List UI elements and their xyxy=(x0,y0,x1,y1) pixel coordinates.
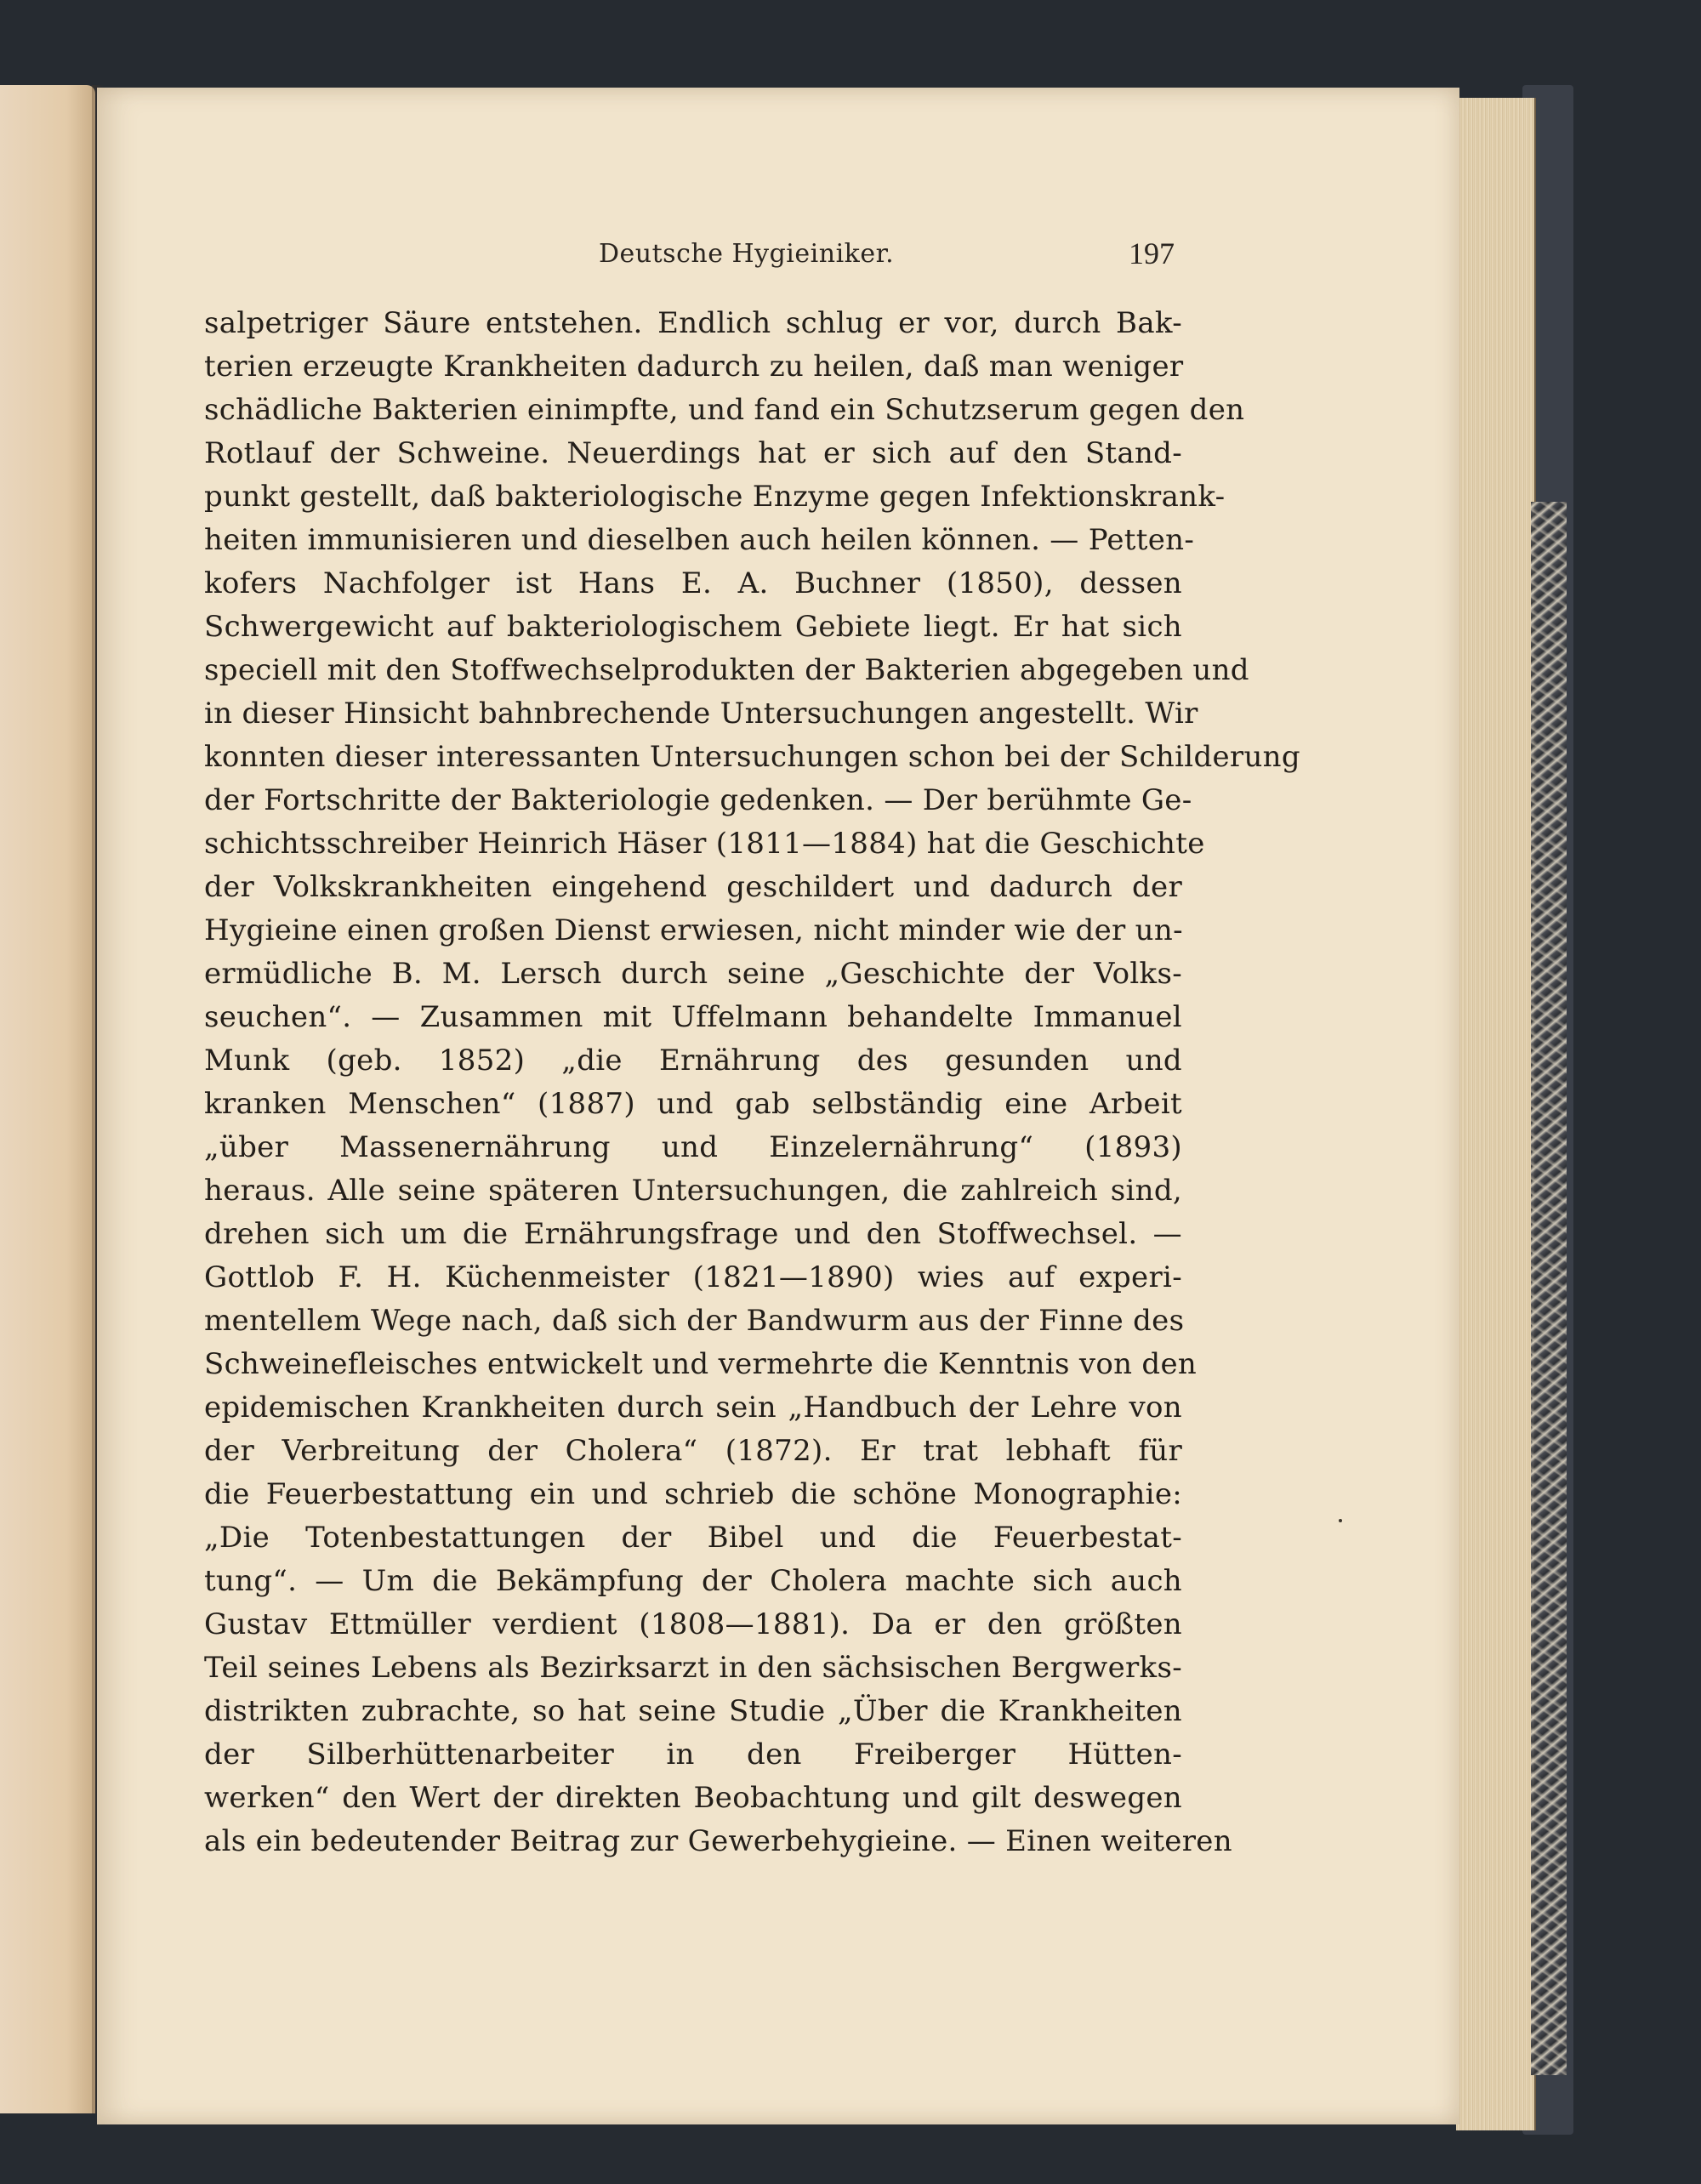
text-line: drehen sich um die Ernährungsfrage und den Stoffwechsel. — xyxy=(204,1217,1182,1251)
text-line: Schwergewicht auf bakteriologischem Gebiete liegt. Er hat sich xyxy=(204,610,1182,644)
text-line: tung“. — Um die Bekämpfung der Cholera machte sich auch xyxy=(204,1564,1182,1598)
text-line: schädliche Bakterien einimpfte, und fand ein Schutzserum gegen den xyxy=(204,393,1245,427)
running-head xyxy=(97,234,1459,285)
text-line: terien erzeugte Krankheiten dadurch zu heilen, daß man weniger xyxy=(204,350,1184,384)
text-line: heiten immunisieren und dieselben auch heilen können. — Petten- xyxy=(204,523,1195,557)
paper-speck xyxy=(1339,1519,1342,1522)
text-line: der Volkskrankheiten eingehend geschildert und dadurch der xyxy=(204,870,1182,904)
text-line: „über Massenernährung und Einzelernährung“ (1893) xyxy=(204,1130,1182,1164)
text-line: epidemischen Krankheiten durch sein „Handbuch der Lehre von xyxy=(204,1391,1182,1425)
page-edge-stack xyxy=(1456,98,1536,2130)
running-title: Deutsche Hygieiniker. xyxy=(599,239,895,269)
text-line: Hygieine einen großen Dienst erwiesen, nicht minder wie der un- xyxy=(204,913,1183,947)
text-line: die Feuerbestattung ein und schrieb die schöne Monographie: xyxy=(204,1477,1182,1511)
text-line: schichtsschreiber Heinrich Häser (1811—1884) hat die Geschichte xyxy=(204,827,1205,861)
text-line: „Die Totenbestattungen der Bibel und die Feuerbestat- xyxy=(204,1521,1182,1555)
text-line: in dieser Hinsicht bahnbrechende Untersuchungen angestellt. Wir xyxy=(204,697,1198,731)
marbled-edge xyxy=(1531,502,1567,2075)
text-line: konnten dieser interessanten Untersuchungen schon bei der Schilderung xyxy=(204,740,1300,774)
text-line: als ein bedeutender Beitrag zur Gewerbehygieine. — Einen weiteren xyxy=(204,1824,1232,1858)
text-line: Schweinefleisches entwickelt und vermehrte die Kenntnis von den xyxy=(204,1347,1198,1381)
body-text xyxy=(204,302,1300,1863)
text-line: werken“ den Wert der direkten Beobachtung und gilt deswegen xyxy=(204,1781,1182,1815)
text-line: der Silberhüttenarbeiter in den Freiberger Hütten- xyxy=(204,1738,1182,1772)
text-line: der Verbreitung der Cholera“ (1872). Er trat lebhaft für xyxy=(204,1434,1182,1468)
text-line: ermüdliche B. M. Lersch durch seine „Geschichte der Volks- xyxy=(204,957,1182,991)
text-line: kranken Menschen“ (1887) und gab selbständig eine Arbeit xyxy=(204,1087,1182,1121)
text-line: punkt gestellt, daß bakteriologische Enzyme gegen Infektionskrank- xyxy=(204,480,1226,514)
text-line: Gustav Ettmüller verdient (1808—1881). Da er den größten xyxy=(204,1607,1182,1641)
text-line: mentellem Wege nach, daß sich der Bandwurm aus der Finne des xyxy=(204,1304,1185,1338)
text-line: Munk (geb. 1852) „die Ernährung des gesunden und xyxy=(204,1044,1182,1078)
text-line: heraus. Alle seine späteren Untersuchungen, die zahlreich sind, xyxy=(204,1174,1182,1208)
text-line: Teil seines Lebens als Bezirksarzt in den sächsischen Bergwerks- xyxy=(204,1651,1182,1685)
text-line: seuchen“. — Zusammen mit Uffelmann behandelte Immanuel xyxy=(204,1000,1182,1034)
left-page-edge xyxy=(0,85,95,2113)
text-line: der Fortschritte der Bakteriologie gedenken. — Der berühmte Ge- xyxy=(204,783,1192,817)
text-line: distrikten zubrachte, so hat seine Studie „Über die Krankheiten xyxy=(204,1694,1182,1728)
text-line: Gottlob F. H. Küchenmeister (1821—1890) wies auf experi- xyxy=(204,1260,1182,1294)
text-line: kofers Nachfolger ist Hans E. A. Buchner (1850), dessen xyxy=(204,566,1182,600)
text-line: salpetriger Säure entstehen. Endlich schlug er vor, durch Bak- xyxy=(204,306,1182,340)
page-number: 197 xyxy=(1129,236,1175,270)
text-line: Rotlauf der Schweine. Neuerdings hat er sich auf den Stand- xyxy=(204,436,1182,470)
text-line: speciell mit den Stoffwechselprodukten der Bakterien abgegeben und xyxy=(204,653,1249,687)
